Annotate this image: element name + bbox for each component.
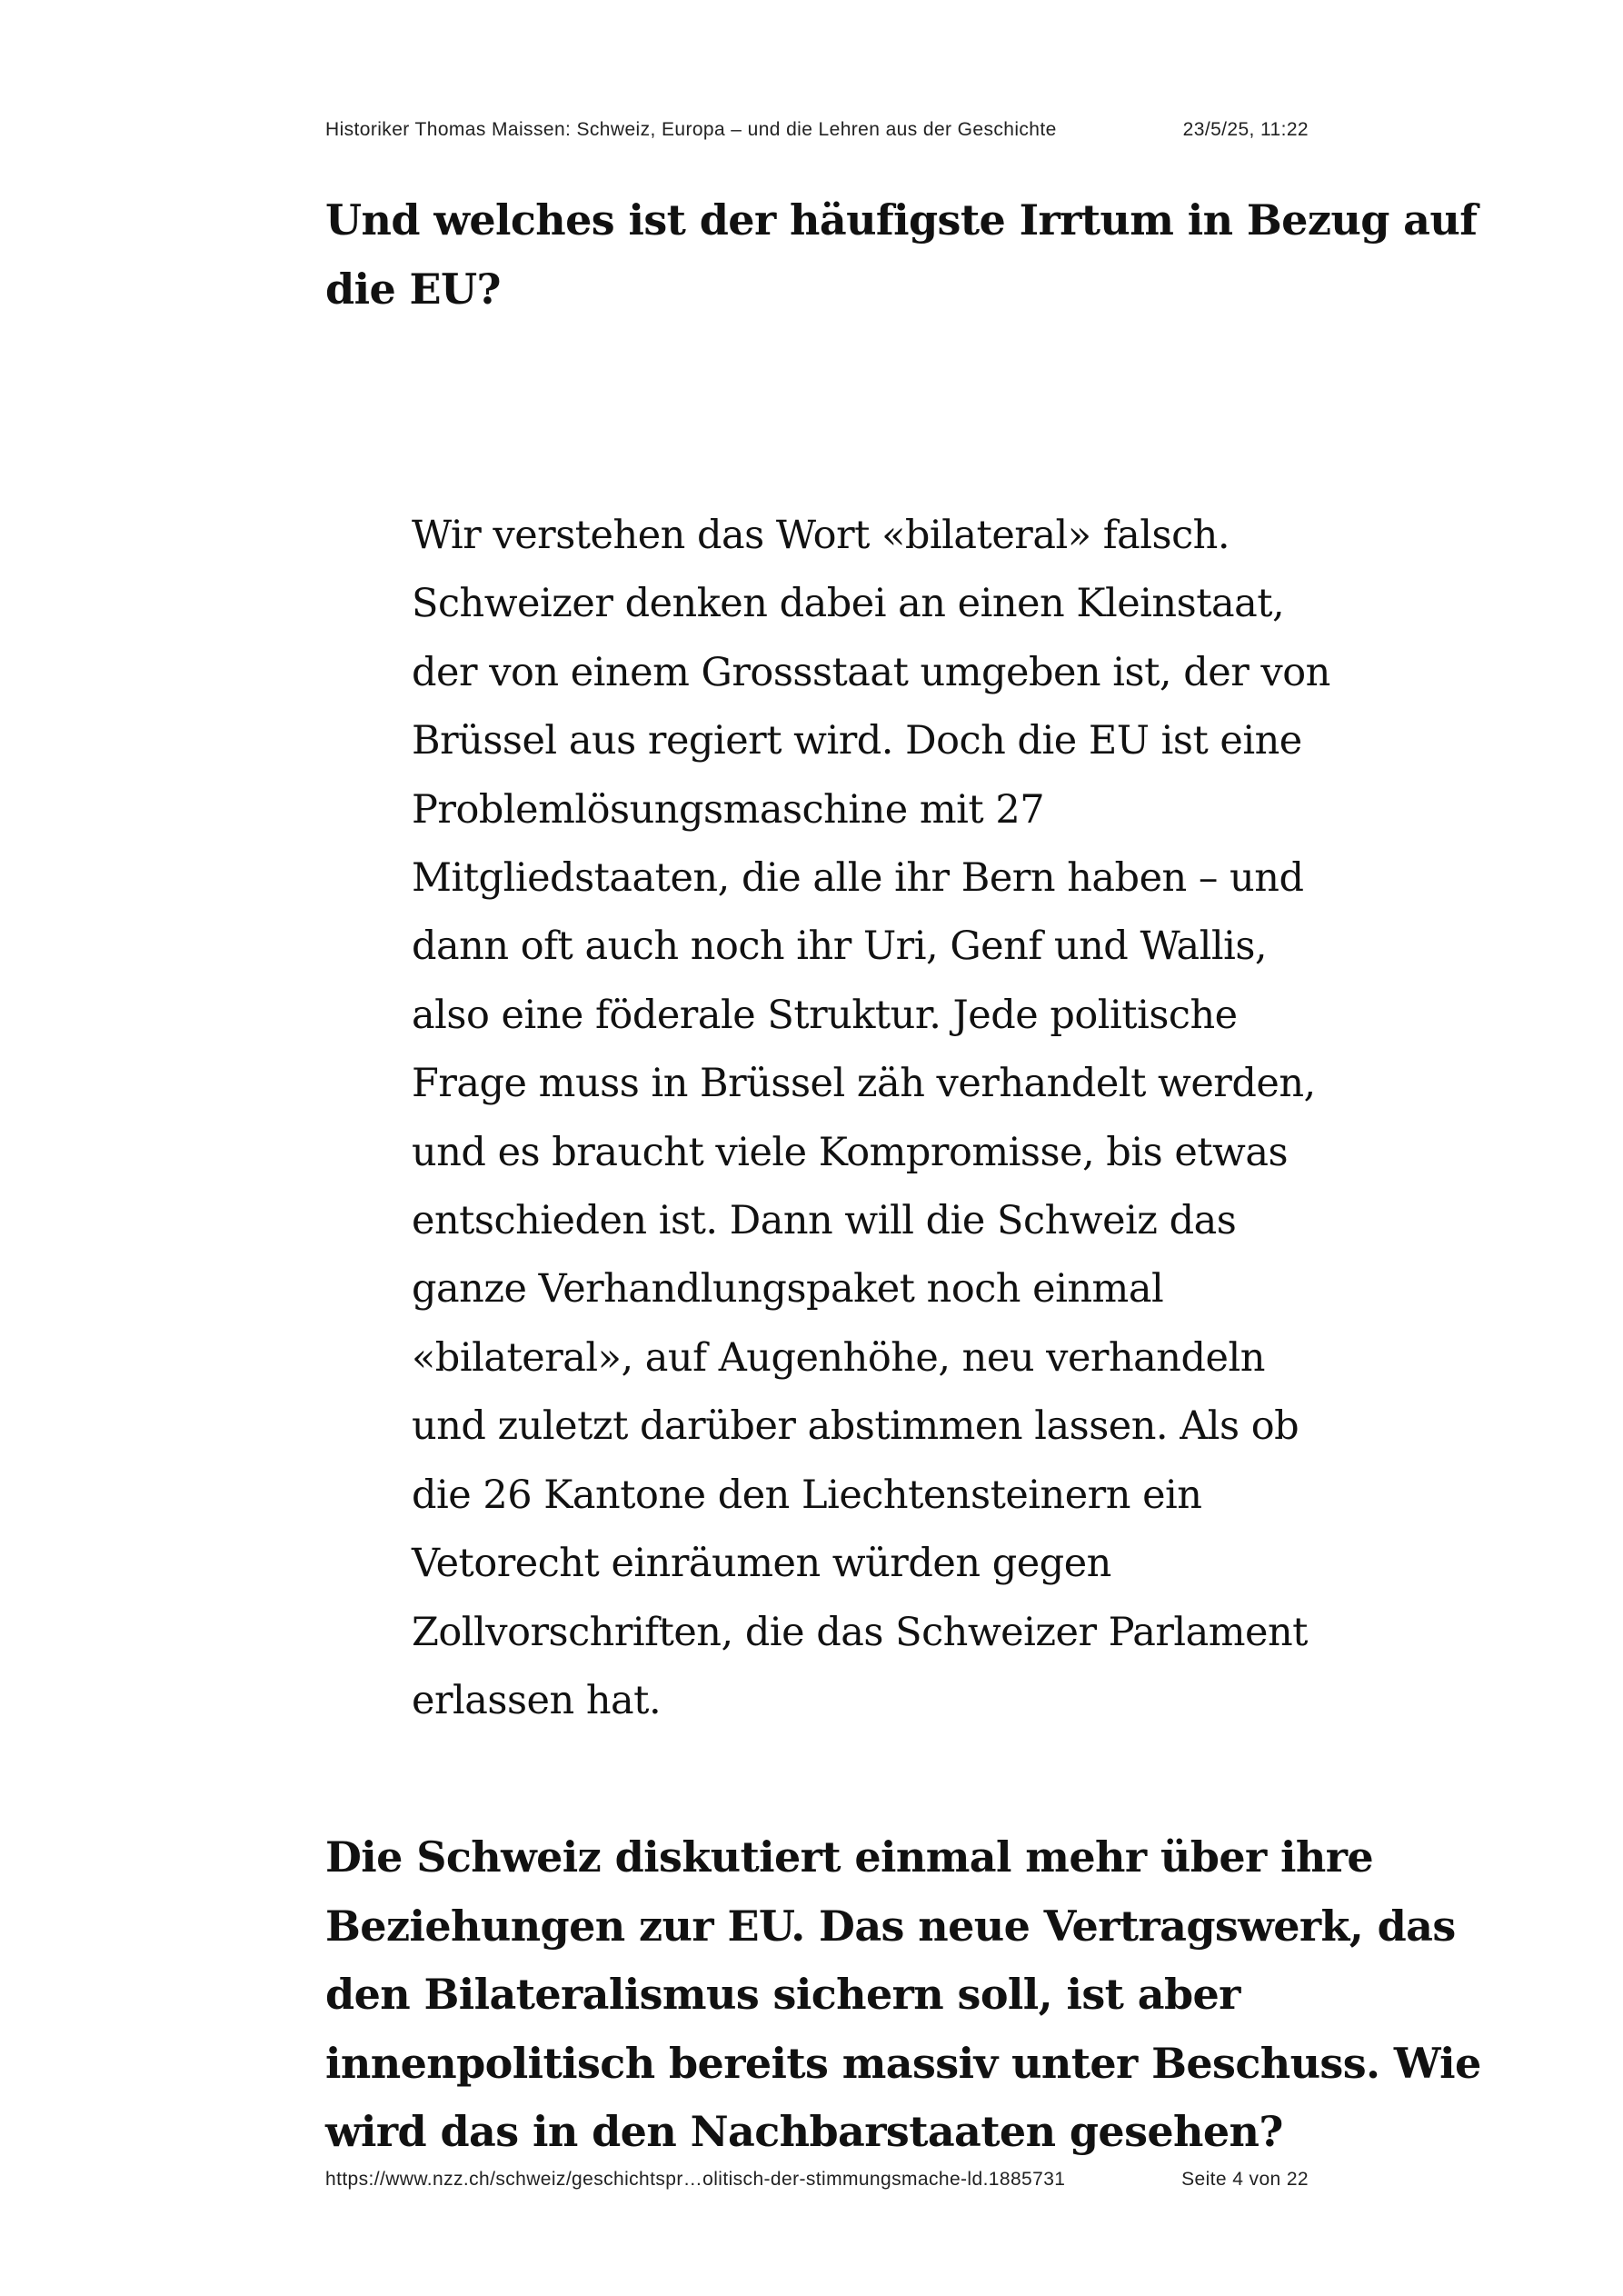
article-content: [325, 186, 1481, 2167]
text-line: der von einem Grossstaat umgeben ist, der von: [412, 649, 1330, 695]
text-line: erlassen hat.: [412, 1677, 662, 1723]
text-line: Schweizer denken dabei an einen Kleinstaat,: [412, 581, 1285, 627]
source-url: https://www.nzz.ch/schweiz/geschichtspr…olitisch-der-stimmungsmache-ld.1885731: [325, 2169, 1066, 2190]
text-line: Und welches ist der häufigste Irrtum in Bezug auf: [325, 195, 1478, 245]
page-title: Historiker Thomas Maissen: Schweiz, Europa – und die Lehren aus der Geschichte: [325, 119, 1057, 140]
text-line: die EU?: [325, 264, 501, 314]
text-line: Brüssel aus regiert wird. Doch die EU ist eine: [412, 718, 1302, 764]
print-header: [325, 119, 1309, 141]
text-line: Problemlösungsmaschine mit 27: [412, 786, 1045, 833]
interview-question-1: [325, 186, 1478, 324]
text-line: Zollvorschriften, die das Schweizer Parlament: [412, 1609, 1308, 1655]
text-line: wird das in den Nachbarstaaten gesehen?: [325, 2107, 1283, 2157]
print-footer: [325, 2169, 1309, 2191]
text-line: entschieden ist. Dann will die Schweiz das: [412, 1198, 1237, 1244]
interview-question-2: [325, 1823, 1481, 2167]
text-line: Wir verstehen das Wort «bilateral» falsch.: [412, 513, 1230, 558]
text-line: die 26 Kantone den Liechtensteinern ein: [412, 1472, 1202, 1518]
text-line: und zuletzt darüber abstimmen lassen. Als ob: [412, 1403, 1299, 1450]
text-line: Die Schweiz diskutiert einmal mehr über ihre: [325, 1832, 1374, 1882]
text-line: Frage muss in Brüssel zäh verhandelt werden,: [412, 1061, 1316, 1107]
text-line: ganze Verhandlungspaket noch einmal: [412, 1266, 1164, 1313]
page-number: Seite 4 von 22: [1181, 2169, 1309, 2190]
text-line: Beziehungen zur EU. Das neue Vertragswerk, das: [325, 1901, 1456, 1951]
text-line: «bilateral», auf Augenhöhe, neu verhandeln: [412, 1334, 1265, 1381]
text-line: innenpolitisch bereits massiv unter Beschuss. Wie: [325, 2038, 1481, 2088]
text-line: Mitgliedstaaten, die alle ihr Bern haben – und: [412, 855, 1304, 902]
text-line: den Bilateralismus sichern soll, ist aber: [325, 1970, 1240, 2020]
text-line: also eine föderale Struktur. Jede politische: [412, 992, 1238, 1038]
text-line: dann oft auch noch ihr Uri, Genf und Wallis,: [412, 923, 1268, 970]
text-line: und es braucht viele Kompromisse, bis etwas: [412, 1129, 1289, 1175]
print-datetime: 23/5/25, 11:22: [1182, 119, 1309, 140]
text-line: Vetorecht einräumen würden gegen: [412, 1541, 1111, 1587]
interview-answer-1: [412, 502, 1330, 1735]
